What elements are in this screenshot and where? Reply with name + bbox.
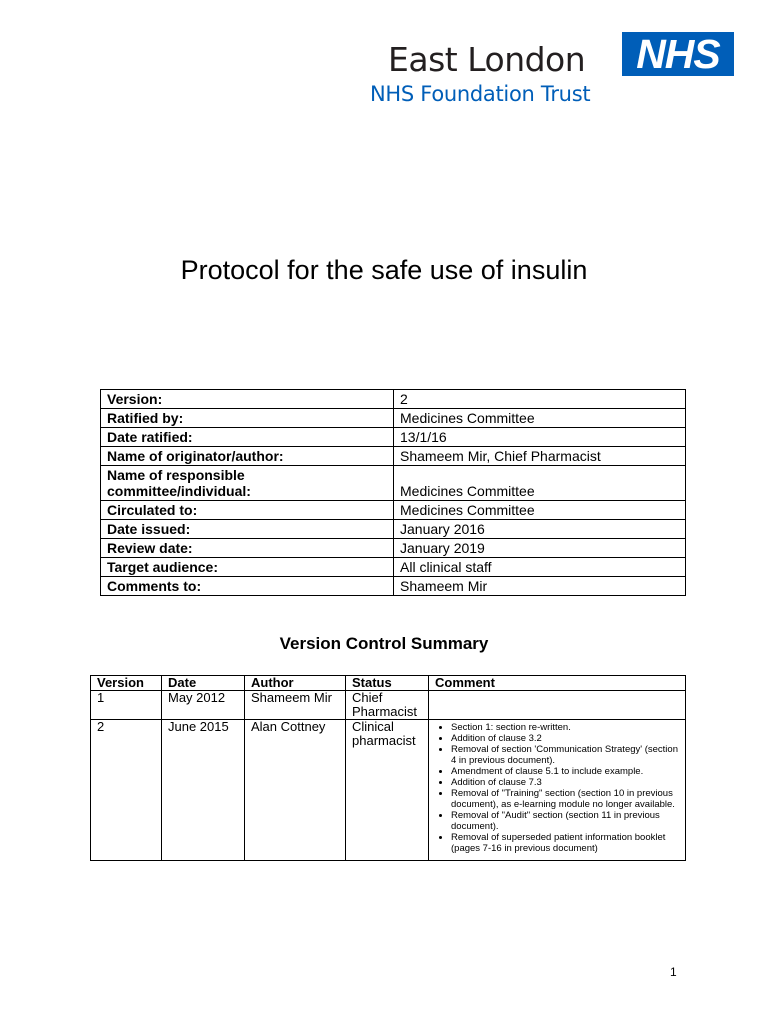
info-label: Date issued: [101,520,394,539]
nhs-trust-logo [370,32,735,112]
version-row [91,691,686,720]
version-comment [429,720,686,861]
page-number: 1 [670,965,677,979]
info-value: Shameem Mir, Chief Pharmacist [394,447,686,466]
info-value: Shameem Mir [394,577,686,596]
info-value: 13/1/16 [394,428,686,447]
info-label: Review date: [101,539,394,558]
version-author: Alan Cottney [245,720,346,861]
info-row [101,466,686,501]
version-control-title: Version Control Summary [279,634,489,653]
version-comment [429,691,686,720]
info-label: Name of responsible committee/individual: [101,466,394,501]
header-status: Status [346,676,429,691]
version-version: 2 [91,720,162,861]
info-value: All clinical staff [394,558,686,577]
header-date: Date [162,676,245,691]
version-author: Shameem Mir [245,691,346,720]
version-row [91,720,686,861]
info-label: Ratified by: [101,409,394,428]
logo-trust-name: NHS Foundation Trust [370,82,591,106]
comment-item: • Section 1: section re-written. [451,722,679,733]
info-row [101,390,686,409]
header-author: Author [245,676,346,691]
info-row [101,520,686,539]
version-control-body [91,691,686,861]
document-info-table [100,389,686,596]
version-status: Chief Pharmacist [346,691,429,720]
info-value: Medicines Committee [394,409,686,428]
nhs-badge: NHS [622,32,734,76]
info-row [101,501,686,520]
version-status: Clinical pharmacist [346,720,429,861]
info-label: Target audience: [101,558,394,577]
version-control-header-row [91,676,686,691]
info-value: Medicines Committee [394,466,686,501]
info-label: Version: [101,390,394,409]
comment-list [435,722,679,854]
info-value: 2 [394,390,686,409]
info-row [101,577,686,596]
header-comment: Comment [429,676,686,691]
comment-item: • Removal of section 'Communication Strategy' (section 4 in previous document). [451,744,679,766]
header-version: Version [91,676,162,691]
info-row [101,428,686,447]
version-date: May 2012 [162,691,245,720]
info-row [101,558,686,577]
comment-item: • Removal of superseded patient information booklet (pages 7-16 in previous document) [451,832,679,854]
logo-organisation-name: East London [388,40,586,79]
comment-item: • Addition of clause 3.2 [451,733,679,744]
comment-item: • Removal of "Audit" section (section 11 in previous document). [451,810,679,832]
info-label: Comments to: [101,577,394,596]
comment-item: • Removal of "Training" section (section 10 in previous document), as e-learning module no longer available. [451,788,679,810]
comment-item: • Amendment of clause 5.1 to include example. [451,766,679,777]
info-value: January 2016 [394,520,686,539]
info-label: Name of originator/author: [101,447,394,466]
info-label: Date ratified: [101,428,394,447]
version-control-table [90,675,686,861]
version-version: 1 [91,691,162,720]
document-title: Protocol for the safe use of insulin [180,255,588,285]
info-row [101,539,686,558]
info-value: Medicines Committee [394,501,686,520]
info-row [101,409,686,428]
info-label: Circulated to: [101,501,394,520]
info-row [101,447,686,466]
document-info-body [101,390,686,596]
info-value: January 2019 [394,539,686,558]
comment-item: • Addition of clause 7.3 [451,777,679,788]
version-date: June 2015 [162,720,245,861]
